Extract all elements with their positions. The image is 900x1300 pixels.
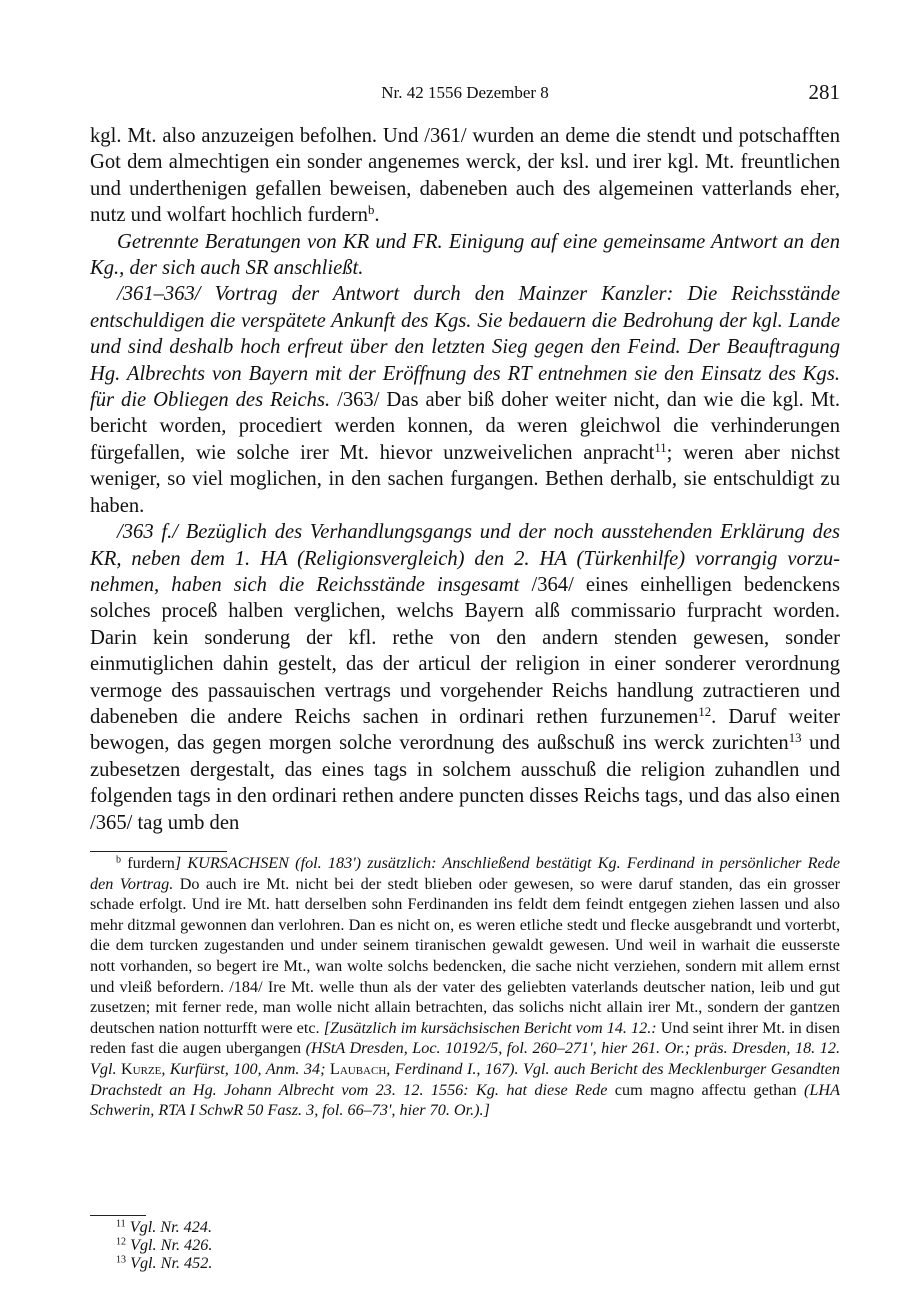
- main-text: [90, 123, 840, 836]
- apparatus-divider: [90, 851, 227, 852]
- editorial-summary-3: /363 f./ Bezüglich des Verhandlungsgangs und der noch ausstehenden Erklärung des KR, neben dem 1. HA (Religionsvergleich) den 2. HA (Türkenhilfe) vorrangig vorzunehmen, haben sich die Reichsstände insgesamt: [90, 521, 840, 596]
- footnote-ref-13[interactable]: 13: [788, 731, 802, 746]
- footnote-13: $^{13}$ Vgl. Nr. 452.: [116, 1254, 213, 1273]
- footnote-ref-12[interactable]: 12: [698, 704, 712, 719]
- running-title: Nr. 42 1556 Dezember 8: [381, 83, 549, 102]
- critical-apparatus: [90, 853, 840, 1121]
- paragraph-2: /361–363/ Vortrag der Antwort durch den Mainzer Kanzler: Die Reichsstände entschuldigen die verspätete Ankunft des Kgs. Sie bedauern die Bedrohung der kgl. Lande und sind deshalb hoch erfreut über den letzten Sieg gegen den Feind. Der Beauftragung Hg. Albrechts von Bayern mit der Eröffnung des RT entnehmen sie den Einsatz des Kgs. für die Obliegen des Reichs. /363/ Das aber biß doher weiter nicht, dan wie die kgl. Mt. bericht worden, procediert werden konnen, da weren gleichwol die verhinderungen fürgefallen, wie solche irer Mt. hievor unzweivelichen anpracht$^{11}$; weren aber nichst weniger, so viel moglichen, in den sachen furgangen. Bethen derhalb, sie entschuldigt zu haben.: [90, 283, 840, 517]
- footnotes: [90, 1218, 840, 1273]
- footnote-divider: [90, 1215, 146, 1216]
- running-header: [90, 80, 840, 104]
- paragraph-1: kgl. Mt. also anzuzeigen befolhen. Und /361/ wurden an deme die stendt und potschafften Got dem almechtigen ein sonder angenemes werck, der ksl. und irer kgl. Mt. freuntlichen und underthenigen gefallen beweisen, dabeneben auch des algemeinen vatterlands eher, nutz und wolfart hochlich furdern$^b$.: [90, 125, 840, 227]
- editorial-summary-2: /361–363/ Vortrag der Antwort durch den Mainzer Kanzler: Die Reichsstände entschuldigen die verspätete Ankunft des Kgs. Sie bedauern die Bedrohung der kgl. Lande und sind deshalb hoch erfreut über den letzten Sieg gegen den Feind. Der Beauftragung Hg. Albrechts von Bayern mit der Eröffnung des RT entnehmen sie den Einsatz des Kgs. für die Obliegen des Reichs.: [90, 283, 840, 412]
- note-b: $^b$ furdern] KURSACHSEN (fol. 183') zusätzlich: Anschließend bestätigt Kg. Ferdinand in persönlicher Rede den Vortrag. Do auch ire Mt. nicht bei der stedt blieben oder gewesen, so were daruf standen, das ein grosser schade erfolgt. Und ire Mt. hatt derselben sohn Ferdinanden ins feldt dem feindt entgegen ziehen lassen und also mehr ditzmal gewonnen dan verlohren. Dan es nicht on, es weren etliche stedt und flecke ausgebrandt und vorterbt, die dem turcken zugestanden und under seinem tiranischen gewaldt gewesen. Und weil in warhait die eusserste nott vorhanden, so begert ire Mt., wan wolte solchs bedencken, die sache nicht verziehen, sondern mit allem ernst und vleiß befordern. /184/ Ire Mt. welle thun als der vater des geliebten vaterlands deutscher nation, leib und gut zusetzen; mit ferner rede, man wolle nicht allain betrachten, das solichs nicht allain irer Mt., sondern der gantzen deutschen nation notturfft were etc. [Zusätzlich im kursächsischen Bericht vom 14. 12.: Und seint ihrer Mt. in disen reden fast die augen ubergangen (HStA Dresden, Loc. 10192/5, fol. 260–271', hier 261. Or.; präs. Dresden, 18. 12. Vgl. Kurze, Kurfürst, 100, Anm. 34; Laubach, Ferdinand I., 167). Vgl. auch Bericht des Mecklenburger Gesandten Drachstedt an Hg. Johann Albrecht vom 23. 12. 1556: Kg. hat diese Rede cum magno affectu gethan (LHA Schwerin, RTA I SchwR 50 Fasz. 3, fol. 66–73', hier 70. Or.).]: [90, 854, 841, 1120]
- paragraph-3: /363 f./ Bezüglich des Verhandlungsgangs und der noch ausstehenden Erklärung des KR, neben dem 1. HA (Religionsvergleich) den 2. HA (Türkenhilfe) vorrangig vorzunehmen, haben sich die Reichsstände insgesamt /364/ eines einhelligen bedenckens solches proceß halben verglichen, welchs Bayern alß commissario furpracht worden. Darin kein sonderung der kfl. rethe von den andern stenden gewesen, sonder einmutiglichen dahin gestelt, das der articul der religion in einer sonderer verordnung vermoge des passauischen vertrags und vorgehender Reichs handlung zutractieren und dabeneben die andere Reichs sachen in ordinari rethen furzunemen$^{12}$. Daruf weiter bewogen, das gegen morgen solche verordnung des außschuß ins werck zurichten$^{13}$ und zubesetzen dergestalt, das eines tags in solchem ausschuß die religion zuhandlen und folgenden tags in den ordinari rethen andere puncten disses Reichs tags, und das also einen /365/ tag umb den: [90, 521, 840, 834]
- editorial-summary-1: Getrennte Beratungen von KR und FR. Einigung auf eine gemeinsame Antwort an den Kg., der sich auch SR anschließt.: [90, 230, 840, 280]
- footnote-11: $^{11}$ Vgl. Nr. 424.: [116, 1218, 213, 1236]
- footnote-ref-11[interactable]: 11: [654, 440, 667, 455]
- page-number: 281: [808, 80, 840, 104]
- note-ref-b[interactable]: b: [367, 203, 375, 218]
- footnote-12: $^{12}$ Vgl. Nr. 426.: [116, 1236, 213, 1255]
- note-marker-b: b: [116, 854, 122, 866]
